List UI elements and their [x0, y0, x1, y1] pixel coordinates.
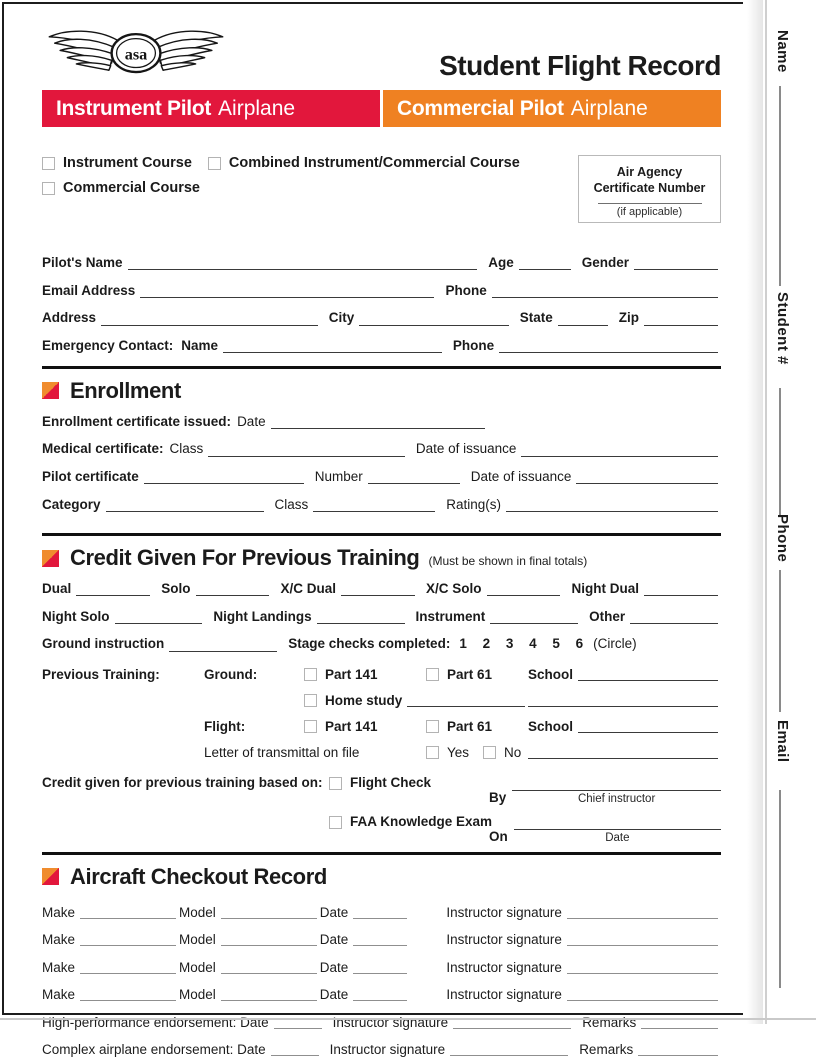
night-dual-label: Night Dual [571, 581, 639, 596]
class-label: Class [274, 496, 309, 512]
complex-instructor-label: Instructor signature [329, 1042, 446, 1057]
course-row-1 [42, 155, 587, 171]
aircraft-heading: Aircraft Checkout Record [70, 863, 327, 889]
banner-commercial-bold: Commercial Pilot [397, 96, 564, 120]
course-selection-area [42, 155, 721, 243]
air-agency-note: (if applicable) [616, 206, 683, 219]
cert-number-label: Number [314, 469, 363, 485]
student-info-sidebar [765, 0, 816, 1024]
date-label: Date [319, 987, 349, 1003]
make-fill-line[interactable] [80, 986, 176, 1001]
course-item-instrument [42, 155, 192, 171]
medical-class-fill-line[interactable] [208, 442, 405, 457]
cert-doi-fill-line[interactable] [576, 469, 718, 484]
banner-row [42, 90, 721, 127]
solo-label: Solo [161, 581, 191, 596]
emergency-name-fill-line[interactable] [223, 338, 442, 353]
instrument-course-label: Instrument Course [63, 155, 192, 171]
aircraft-row [42, 959, 721, 975]
state-fill-line[interactable] [558, 311, 608, 326]
pilots-name-label: Pilot's Name [42, 255, 123, 270]
other-label: Other [589, 608, 626, 624]
enrollment-heading: Enrollment [70, 377, 181, 403]
faa-exam-label: FAA Knowledge Exam [350, 813, 493, 829]
section-marker-icon [42, 382, 59, 399]
medical-doi-fill-line[interactable] [521, 442, 718, 457]
banner-instrument-regular: Airplane [218, 96, 296, 120]
make-fill-line[interactable] [80, 904, 176, 919]
course-row-2 [42, 180, 587, 196]
phone-label: Phone [445, 282, 487, 298]
gender-label: Gender [581, 255, 629, 270]
stage-checks-label: Stage checks completed: [288, 636, 451, 652]
cert-number-fill-line[interactable] [368, 469, 460, 484]
banner-instrument-pilot [42, 90, 380, 127]
xc-solo-label: X/C Solo [425, 581, 482, 596]
cert-doi-label: Date of issuance [470, 469, 572, 485]
ground-part141-cell [304, 667, 426, 682]
credit-heading: Credit Given For Previous Training [70, 545, 420, 570]
aircraft-row [42, 986, 721, 1002]
circle-note: (Circle) [593, 636, 637, 652]
instrument-label: Instrument [415, 608, 486, 624]
hp-instructor-fill-line[interactable] [453, 1014, 571, 1029]
zip-label: Zip [618, 310, 639, 326]
banner-instrument-bold: Instrument Pilot [56, 96, 212, 120]
section-marker-icon [42, 868, 59, 885]
air-agency-fill-line[interactable] [598, 203, 702, 204]
checkbox-flight-part141[interactable] [304, 720, 317, 733]
sidebar-phone-label: Phone [774, 514, 791, 563]
instructor-signature-label: Instructor signature [446, 932, 562, 948]
previous-training-grid [42, 666, 721, 760]
enrollment-section-rule [42, 366, 721, 369]
banner-commercial-pilot [383, 90, 721, 127]
dual-label: Dual [42, 581, 72, 596]
complex-endorsement-label: Complex airplane endorsement: Date [42, 1042, 266, 1057]
model-fill-line[interactable] [221, 959, 317, 974]
combined-course-label: Combined Instrument/Commercial Course [228, 155, 520, 171]
no-label: No [504, 744, 522, 760]
zip-fill-line[interactable] [644, 311, 718, 326]
aircraft-row [42, 904, 721, 920]
date-caption: Date [605, 831, 630, 844]
school-continuation-cell-2 [528, 744, 721, 760]
category-fill-line[interactable] [106, 497, 264, 512]
address-fill-line[interactable] [101, 311, 318, 326]
complex-remarks-label: Remarks [579, 1042, 634, 1057]
dual-fill-line[interactable] [76, 581, 150, 596]
page-bottom-edge [0, 1018, 816, 1020]
xc-dual-label: X/C Dual [280, 581, 336, 596]
section-marker-icon [42, 550, 59, 567]
ground-school-cell [528, 666, 721, 682]
instrument-fill-line[interactable] [490, 609, 578, 624]
course-item-commercial [42, 180, 200, 196]
hp-endorsement-label: High-performance endorsement: Date [42, 1014, 269, 1030]
ground-instruction-row [42, 636, 721, 652]
model-label: Model [179, 959, 216, 975]
banner-commercial-regular: Airplane [570, 96, 648, 120]
enrollment-cert-row [42, 414, 721, 430]
ground-part61-cell [426, 667, 528, 682]
category-row [42, 497, 721, 513]
gender-fill-line[interactable] [634, 255, 718, 270]
instructor-signature-label: Instructor signature [446, 987, 562, 1003]
night-solo-label: Night Solo [42, 608, 110, 624]
flight-check-label: Flight Check [350, 774, 432, 790]
instructor-signature-label: Instructor signature [446, 904, 562, 920]
credit-section-rule [42, 533, 721, 536]
on-cell [489, 814, 721, 844]
date-fill-line[interactable] [353, 986, 407, 1001]
checkbox-instrument-course[interactable] [42, 157, 55, 170]
date-fill-line[interactable] [353, 959, 407, 974]
home-study-fill-line[interactable] [407, 692, 525, 707]
category-label: Category [42, 496, 101, 512]
by-fill-line[interactable] [512, 775, 721, 791]
checkbox-flight-check[interactable] [329, 777, 342, 790]
city-fill-line[interactable] [359, 311, 508, 326]
course-item-combined [208, 155, 520, 171]
checkbox-letter-no[interactable] [483, 746, 496, 759]
night-landings-label: Night Landings [213, 608, 312, 624]
age-fill-line[interactable] [519, 255, 571, 270]
instructor-signature-label: Instructor signature [446, 959, 562, 975]
date-label: Date [319, 959, 349, 975]
letter-transmittal-cell [204, 745, 426, 760]
model-label: Model [179, 932, 216, 948]
flight-part141-cell [304, 719, 426, 734]
make-fill-line[interactable] [80, 931, 176, 946]
make-label: Make [42, 904, 76, 920]
medical-cert-label: Medical certificate: [42, 441, 164, 457]
cert-date-label: Date [237, 413, 266, 429]
checkbox-ground-part61[interactable] [426, 668, 439, 681]
age-label: Age [488, 255, 514, 270]
pilot-cert-row [42, 469, 721, 485]
ground-instruction-fill-line[interactable] [169, 637, 277, 652]
ground-school-label: School [528, 666, 574, 682]
checkbox-commercial-course[interactable] [42, 182, 55, 195]
on-line-stack [514, 814, 721, 844]
pilot-info-block [42, 255, 721, 354]
model-fill-line[interactable] [221, 931, 317, 946]
flight-school-label: School [528, 718, 574, 734]
by-line-stack [512, 775, 721, 805]
complex-remarks-fill-line[interactable] [638, 1041, 718, 1056]
city-label: City [328, 310, 355, 326]
emergency-name-label: Name [181, 338, 219, 354]
date-fill-line[interactable] [353, 904, 407, 919]
date-label: Date [319, 932, 349, 948]
asa-wings-logo [42, 26, 230, 82]
flight-check-cell [329, 775, 489, 790]
xc-dual-fill-line[interactable] [341, 581, 415, 596]
model-label: Model [179, 987, 216, 1003]
air-agency-certificate-box [578, 155, 721, 223]
commercial-course-label: Commercial Course [63, 180, 200, 196]
instructor-signature-fill-line[interactable] [567, 904, 718, 919]
state-label: State [519, 310, 553, 326]
xc-solo-fill-line[interactable] [487, 581, 561, 596]
ground-label: Ground: [204, 666, 258, 682]
medical-doi-label: Date of issuance [415, 441, 517, 457]
address-row [42, 310, 721, 326]
pilot-cert-fill-line[interactable] [144, 469, 304, 484]
cert-issued-label: Enrollment certificate issued: [42, 413, 232, 429]
complex-date-fill-line[interactable] [271, 1041, 319, 1056]
night-dual-fill-line[interactable] [644, 581, 718, 596]
checkbox-letter-yes[interactable] [426, 746, 439, 759]
email-fill-line[interactable] [140, 283, 434, 298]
cert-date-fill-line[interactable] [271, 414, 485, 429]
faa-exam-cell [329, 813, 493, 829]
school-continuation-fill-line-2[interactable] [528, 744, 718, 759]
letter-transmittal-label: Letter of transmittal on file [204, 744, 360, 760]
instructor-signature-fill-line[interactable] [567, 986, 718, 1001]
previous-training-label: Previous Training: [42, 666, 160, 682]
hp-remarks-fill-line[interactable] [641, 1014, 718, 1029]
night-solo-fill-line[interactable] [115, 609, 203, 624]
air-agency-label-line2: Certificate Number [593, 180, 706, 195]
pilot-cert-label: Pilot certificate [42, 469, 139, 485]
by-cell [489, 775, 721, 805]
checkbox-flight-part61[interactable] [426, 720, 439, 733]
date-label: Date [319, 904, 349, 920]
make-fill-line[interactable] [80, 959, 176, 974]
flight-part61-cell [426, 719, 528, 734]
sidebar-student-number-fill-line[interactable] [779, 388, 781, 516]
ground-school-fill-line[interactable] [578, 666, 718, 681]
night-landings-fill-line[interactable] [317, 609, 405, 624]
pilots-name-fill-line[interactable] [128, 255, 478, 270]
page-gutter-shade [747, 0, 763, 1024]
sidebar-name-label: Name [774, 30, 791, 73]
credit-hours-row-2 [42, 609, 721, 625]
credit-section-header [42, 545, 721, 571]
instructor-signature-fill-line[interactable] [567, 931, 718, 946]
email-row [42, 283, 721, 299]
model-fill-line[interactable] [221, 904, 317, 919]
on-fill-line[interactable] [514, 814, 721, 830]
hp-endorsement-row [42, 1014, 721, 1030]
other-fill-line[interactable] [630, 609, 718, 624]
sidebar-email-fill-line[interactable] [779, 790, 781, 988]
air-agency-label-line1: Air Agency [616, 165, 683, 179]
logo-text: asa [124, 45, 148, 64]
class-fill-line[interactable] [313, 497, 435, 512]
emergency-contact-label: Emergency Contact: [42, 338, 174, 354]
school-continuation-cell [528, 692, 721, 708]
model-label: Model [179, 904, 216, 920]
credit-based-on-grid [42, 775, 721, 844]
wings-icon [42, 26, 230, 82]
flight-school-cell [528, 718, 721, 734]
ground-part141-label: Part 141 [325, 666, 378, 682]
flight-school-fill-line[interactable] [578, 718, 718, 733]
hp-instructor-label: Instructor signature [332, 1014, 449, 1030]
home-study-cell [304, 692, 528, 708]
make-label: Make [42, 987, 76, 1003]
home-study-label: Home study [325, 692, 403, 708]
ratings-fill-line[interactable] [506, 497, 718, 512]
form-card [2, 2, 743, 1057]
aircraft-row [42, 931, 721, 947]
solo-fill-line[interactable] [196, 581, 270, 596]
flight-label: Flight: [204, 718, 246, 734]
ground-part61-label: Part 61 [447, 666, 493, 682]
page-title: Student Flight Record [439, 50, 721, 81]
make-label: Make [42, 959, 76, 975]
aircraft-section-header [42, 864, 721, 890]
credit-hours-row-1 [42, 581, 721, 597]
yes-no-cell [426, 745, 528, 760]
checkbox-faa-knowledge-exam[interactable] [329, 816, 342, 829]
on-label: On [489, 828, 508, 844]
complex-instructor-fill-line[interactable] [450, 1041, 568, 1056]
stage-check-numbers[interactable]: 1 2 3 4 5 6 [459, 636, 584, 652]
checkbox-ground-part141[interactable] [304, 668, 317, 681]
model-fill-line[interactable] [221, 986, 317, 1001]
phone-fill-line[interactable] [492, 283, 718, 298]
emergency-contact-row [42, 338, 721, 354]
based-on-label: Credit given for previous training based on: [42, 774, 323, 790]
hp-date-fill-line[interactable] [274, 1014, 322, 1029]
sidebar-student-number-label: Student # [774, 292, 791, 365]
flight-part61-label: Part 61 [447, 718, 493, 734]
ground-instruction-label: Ground instruction [42, 636, 165, 652]
enrollment-section-header [42, 378, 721, 404]
sidebar-name-fill-line[interactable] [779, 86, 781, 286]
checkbox-home-study[interactable] [304, 694, 317, 707]
flight-part141-label: Part 141 [325, 718, 378, 734]
aircraft-section-rule [42, 852, 721, 855]
by-label: By [489, 789, 507, 805]
pilot-name-row [42, 255, 721, 271]
complex-endorsement-row [42, 1041, 721, 1057]
header [42, 26, 721, 82]
emergency-phone-fill-line[interactable] [499, 338, 718, 353]
make-label: Make [42, 932, 76, 948]
hp-remarks-label: Remarks [582, 1014, 637, 1030]
email-label: Email Address [42, 282, 136, 298]
checkbox-combined-course[interactable] [208, 157, 221, 170]
medical-class-label: Class [169, 441, 204, 457]
chief-instructor-caption: Chief instructor [577, 792, 656, 805]
sidebar-phone-fill-line[interactable] [779, 570, 781, 712]
emergency-phone-label: Phone [452, 338, 495, 354]
medical-cert-row [42, 441, 721, 457]
yes-label: Yes [447, 744, 470, 760]
sidebar-email-label: Email [774, 720, 791, 763]
address-label: Address [42, 310, 97, 326]
school-continuation-fill-line[interactable] [528, 692, 718, 707]
date-fill-line[interactable] [353, 931, 407, 946]
instructor-signature-fill-line[interactable] [567, 959, 718, 974]
credit-heading-note: (Must be shown in final totals) [428, 554, 588, 568]
ratings-label: Rating(s) [446, 496, 502, 512]
